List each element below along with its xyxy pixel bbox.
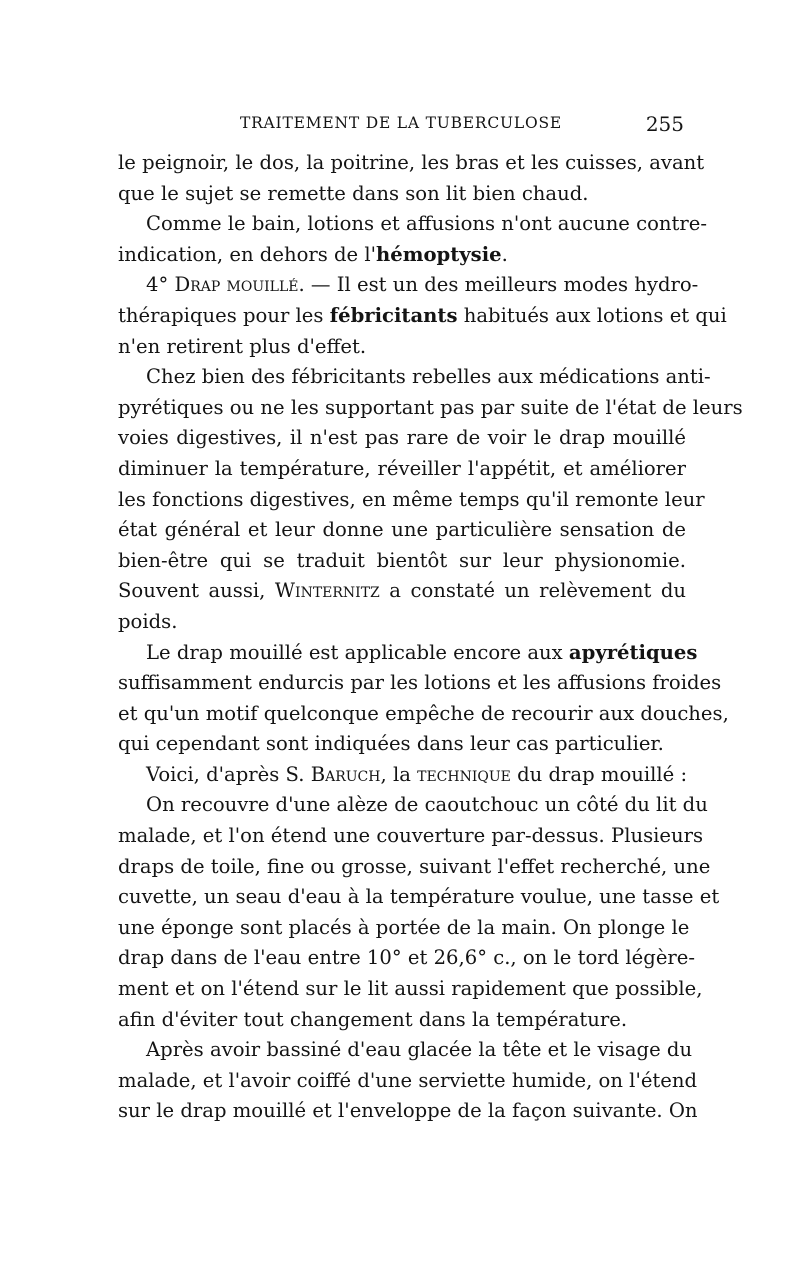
text-line [118, 1066, 698, 1097]
line-text: Chez bien des fébricitants rebelles aux médications anti- [146, 365, 711, 389]
small-caps-term: technique [417, 762, 511, 786]
page-number: 255 [645, 112, 684, 136]
line-text: On recouvre d'une alèze de caoutchouc un côté du lit du [146, 793, 708, 817]
text-line [118, 1005, 686, 1036]
text-line [118, 638, 698, 669]
text-line [118, 423, 686, 454]
line-text: et qu'un motif quelconque empêche de recourir aux douches, [118, 701, 729, 725]
text-line [118, 301, 727, 332]
line-text: du drap mouillé : [510, 762, 688, 786]
line-text: pyrétiques ou ne les supportant pas par suite de l'état de leurs [118, 395, 743, 419]
line-text: Le drap mouillé est applicable encore aux [146, 640, 569, 664]
line-text: une éponge sont placés à portée de la main. On plonge le [118, 915, 690, 939]
line-text: a constaté un relèvement du [379, 579, 686, 603]
line-text: habitués aux lotions et qui [457, 303, 727, 327]
line-text: , la [380, 762, 418, 786]
bold-term: fébricitants [329, 303, 458, 327]
text-line [118, 974, 703, 1005]
text-line [118, 913, 690, 944]
text-line [118, 148, 705, 179]
line-text: que le sujet se remette dans son lit bien chaud. [118, 181, 589, 205]
text-line [118, 362, 711, 393]
line-text: 4° [146, 273, 175, 297]
line-text: drap dans de l'eau entre 10° et 26,6° c., on le tord légère- [118, 946, 696, 970]
text-line [118, 1096, 698, 1127]
text-line [118, 270, 699, 301]
bold-term: apyrétiques [568, 640, 698, 664]
line-text: sur le drap mouillé et l'enveloppe de la façon suivante. On [118, 1099, 698, 1123]
line-text: Souvent aussi, [118, 579, 275, 603]
line-text: poids. [118, 609, 178, 633]
text-line [118, 607, 686, 638]
line-text: voies digestives, il n'est pas rare de voir le drap mouillé [118, 426, 686, 450]
line-text: afin d'éviter tout changement dans la température. [118, 1007, 628, 1031]
small-caps-term: Baruch [310, 762, 381, 786]
text-line [118, 332, 686, 363]
running-title: TRAITEMENT DE LA TUBERCULOSE [239, 114, 563, 132]
line-text: le peignoir, le dos, la poitrine, les bras et les cuisses, avant [118, 151, 705, 174]
text-line [118, 821, 704, 852]
line-text: état général et leur donne une particulière sensation de [118, 518, 686, 542]
text-line [118, 852, 711, 883]
line-text: qui cependant sont indiquées dans leur cas particulier. [118, 732, 664, 756]
line-text: Comme le bain, lotions et affusions n'ont aucune contre- [146, 212, 707, 236]
text-line [118, 209, 707, 240]
text-line [118, 485, 705, 516]
text-line [118, 240, 686, 271]
text-line [118, 668, 722, 699]
line-text: . [501, 242, 508, 266]
small-caps-term: Drap mouillé [174, 273, 299, 297]
text-line [118, 943, 696, 974]
text-line [118, 699, 729, 730]
text-line [118, 790, 708, 821]
line-text: draps de toile, fine ou grosse, suivant l'effet recherché, une [118, 854, 711, 878]
line-text: thérapiques pour les [118, 303, 330, 327]
body-text [118, 148, 743, 1127]
small-caps-term: Winternitz [274, 579, 380, 603]
text-line [118, 546, 686, 577]
running-head [118, 112, 684, 138]
text-line [118, 760, 686, 791]
line-text: Après avoir bassiné d'eau glacée la tête et le visage du [146, 1038, 693, 1062]
text-line [118, 882, 720, 913]
line-text: diminuer la température, réveiller l'appétit, et améliorer [118, 456, 686, 480]
line-text: n'en retirent plus d'effet. [118, 334, 367, 358]
text-line [118, 454, 686, 485]
text-line [118, 515, 686, 546]
text-line [118, 576, 686, 607]
text-line [118, 393, 743, 424]
line-text: . — Il est un des meilleurs modes hydro- [298, 273, 699, 297]
text-line [118, 729, 686, 760]
line-text: les fonctions digestives, en même temps qu'il remonte leur [118, 487, 705, 511]
line-text: cuvette, un seau d'eau à la température voulue, une tasse et [118, 885, 720, 909]
line-text: indication, en dehors de l' [118, 242, 377, 266]
bold-term: hémoptysie [376, 242, 502, 266]
line-text: malade, et l'on étend une couverture par-dessus. Plusieurs [118, 824, 704, 848]
text-line [118, 1035, 693, 1066]
line-text: ment et on l'étend sur le lit aussi rapidement que possible, [118, 977, 703, 1001]
line-text: bien-être qui se traduit bientôt sur leur physionomie. [118, 548, 686, 572]
line-text: malade, et l'avoir coiffé d'une serviette humide, on l'étend [118, 1068, 698, 1092]
line-text: suffisamment endurcis par les lotions et les affusions froides [118, 671, 722, 695]
line-text: Voici, d'après S. [146, 762, 311, 786]
text-line [118, 179, 686, 210]
